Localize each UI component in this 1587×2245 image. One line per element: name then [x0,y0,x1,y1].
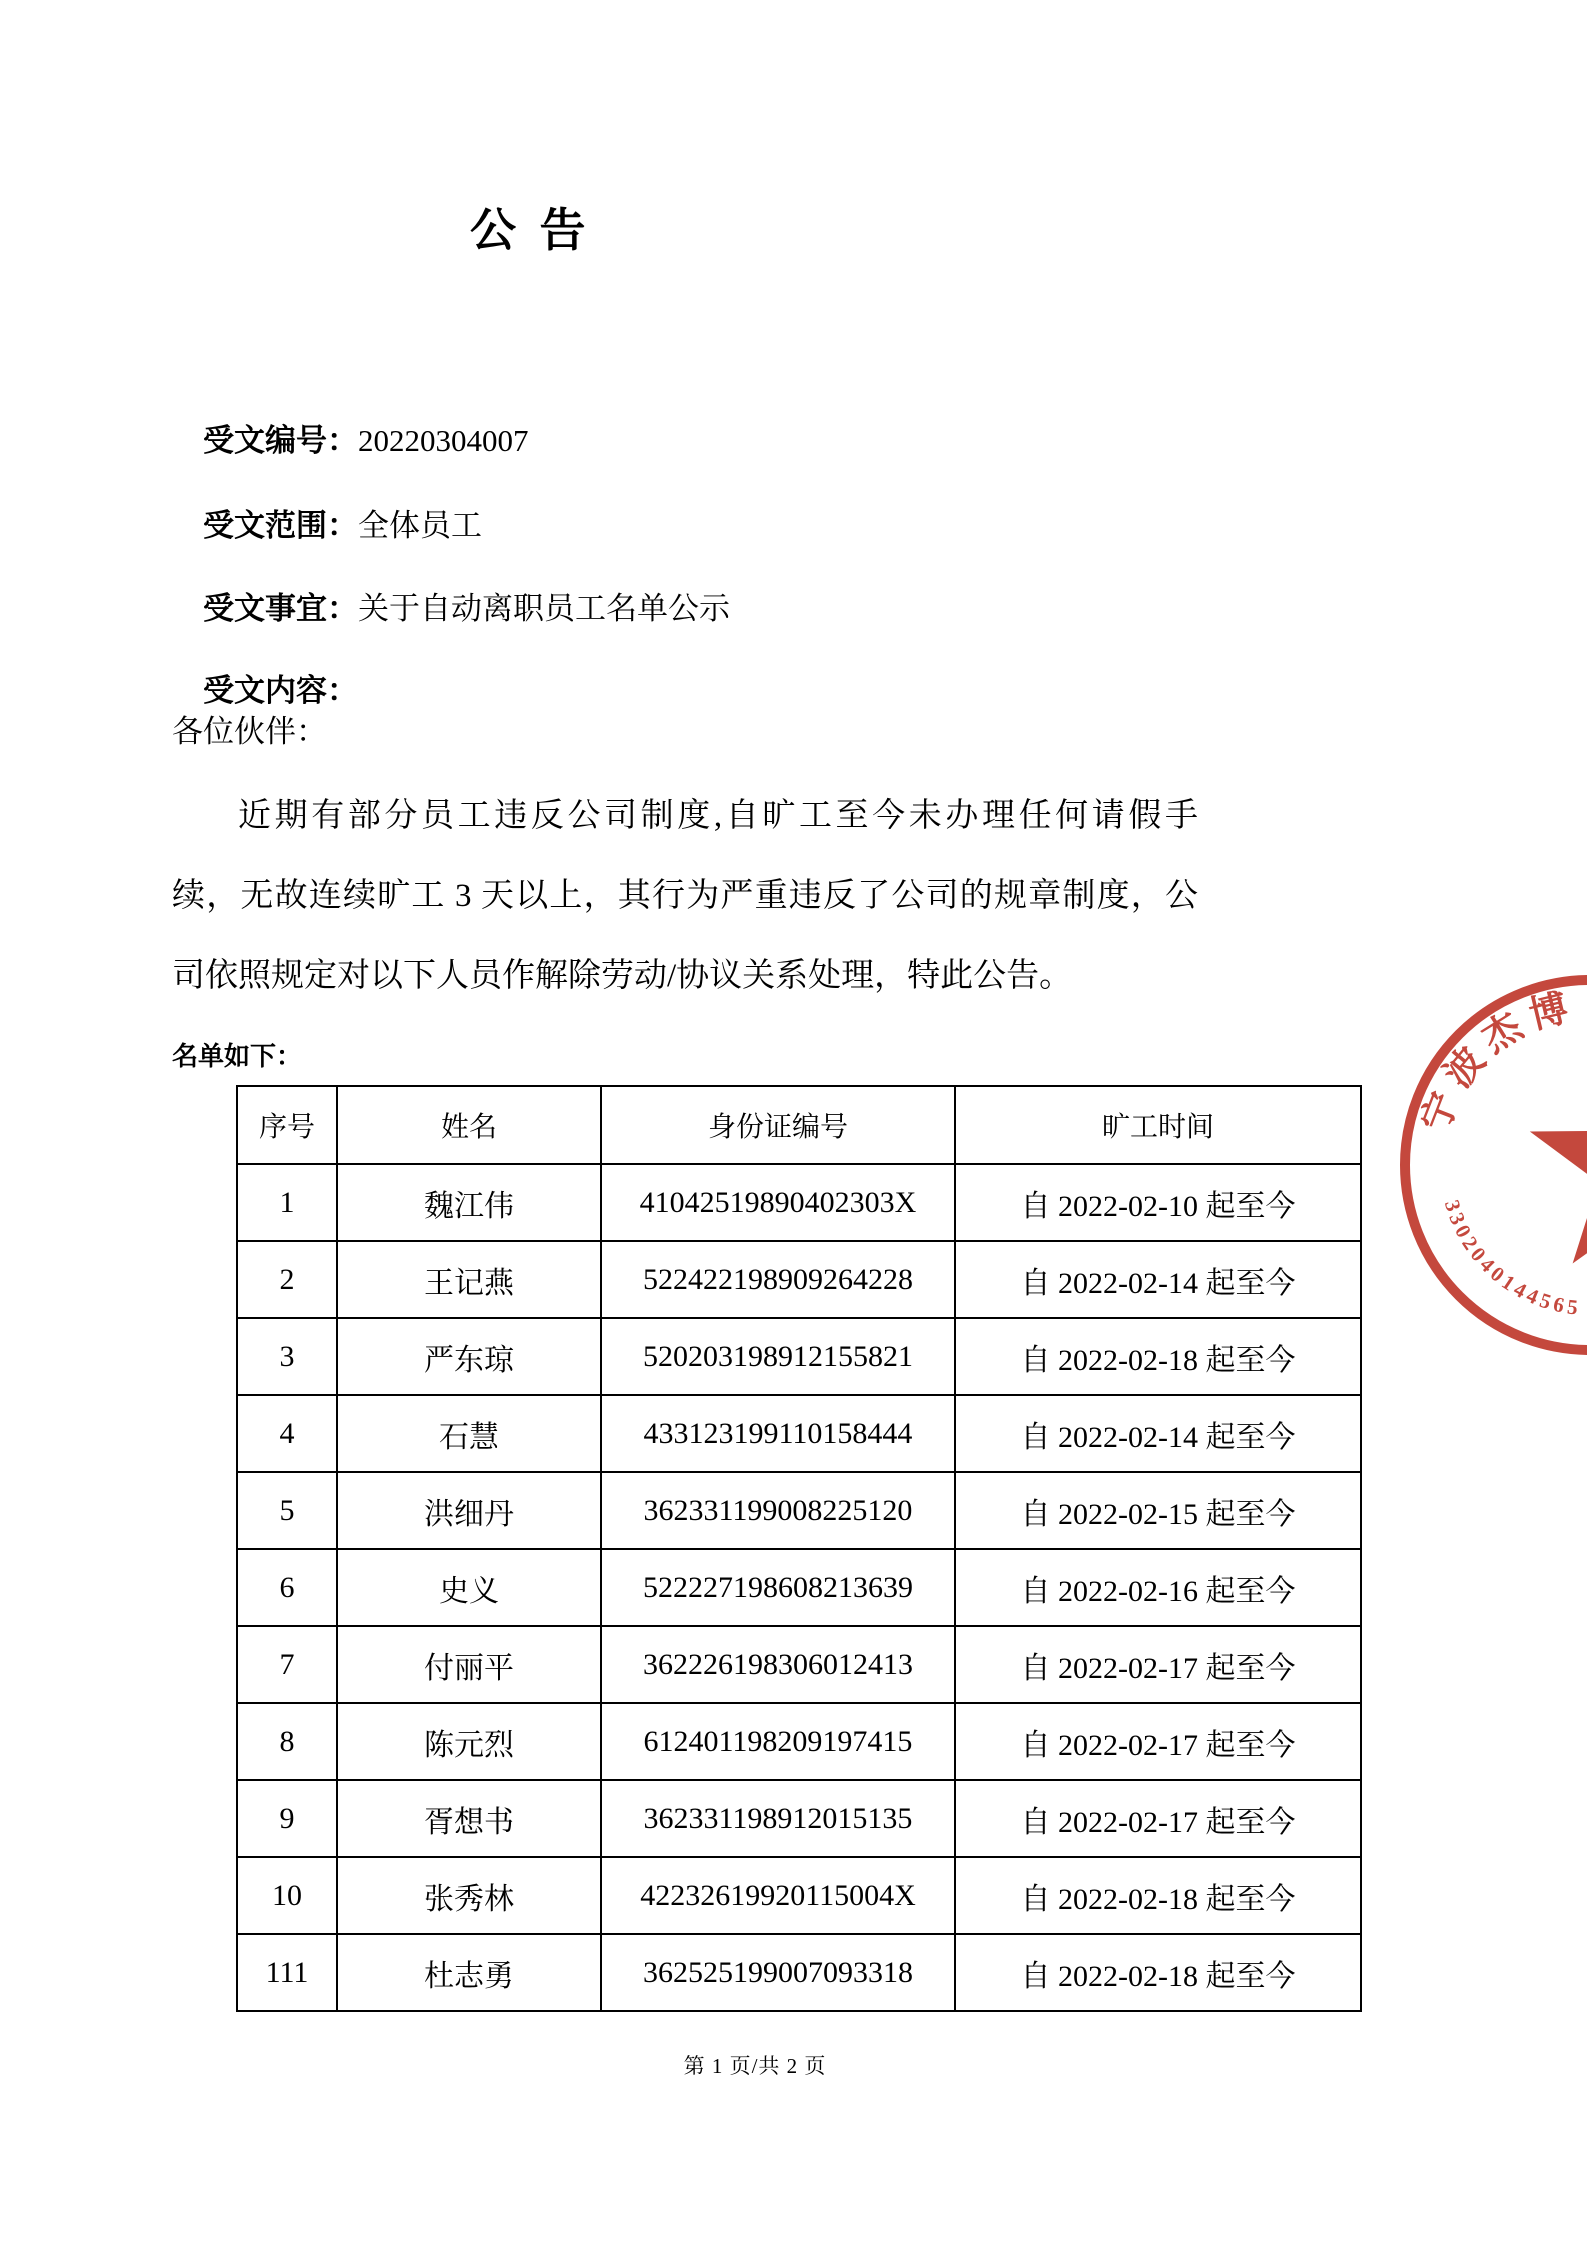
roster-table-wrap [236,1085,1362,2012]
cell-no: 6 [237,1549,337,1626]
table-header-row [237,1086,1361,1164]
cell-period: 自 2022-02-15 起至今 [955,1472,1361,1549]
table-row [237,1241,1361,1318]
cell-id: 522227198608213639 [601,1549,955,1626]
cell-name: 严东琼 [337,1318,601,1395]
cell-no: 8 [237,1703,337,1780]
field-doc-number-value: 20220304007 [358,423,529,458]
salutation: 各位伙伴： [172,714,327,749]
cell-id: 42232619920115004X [601,1857,955,1934]
table-row [237,1164,1361,1241]
cell-period: 自 2022-02-16 起至今 [955,1549,1361,1626]
field-subject-value: 关于自动离职员工名单公示 [358,591,730,626]
field-scope-value: 全体员工 [358,508,482,543]
table-row [237,1703,1361,1780]
cell-no: 111 [237,1934,337,2011]
cell-id: 522422198909264228 [601,1241,955,1318]
cell-no: 9 [237,1780,337,1857]
cell-period: 自 2022-02-17 起至今 [955,1626,1361,1703]
cell-id: 520203198912155821 [601,1318,955,1395]
cell-period: 自 2022-02-17 起至今 [955,1780,1361,1857]
roster-table [236,1085,1362,2012]
cell-id: 362331199008225120 [601,1472,955,1549]
cell-period: 自 2022-02-18 起至今 [955,1934,1361,2011]
cell-name: 付丽平 [337,1626,601,1703]
field-doc-number-label: 受文编号： [203,423,358,458]
cell-name: 魏江伟 [337,1164,601,1241]
cell-id: 612401198209197415 [601,1703,955,1780]
cell-name: 王记燕 [337,1241,601,1318]
body-line-2: 续，无故连续旷工 3 天以上，其行为严重违反了公司的规章制度，公 [172,878,1198,914]
stamp-number-text: 3302040144565 [1439,1196,1583,1320]
header-id: 身份证编号 [601,1086,955,1164]
cell-name: 洪细丹 [337,1472,601,1549]
cell-period: 自 2022-02-17 起至今 [955,1703,1361,1780]
cell-no: 4 [237,1395,337,1472]
cell-period: 自 2022-02-10 起至今 [955,1164,1361,1241]
body-line-3: 司依照规定对以下人员作解除劳动/协议关系处理，特此公告。 [172,958,1073,994]
cell-no: 5 [237,1472,337,1549]
table-row [237,1318,1361,1395]
cell-id: 41042519890402303X [601,1164,955,1241]
table-row [237,1472,1361,1549]
cell-period: 自 2022-02-14 起至今 [955,1241,1361,1318]
cell-no: 7 [237,1626,337,1703]
table-row [237,1857,1361,1934]
stamp-star-icon [1530,1050,1587,1264]
cell-name: 史义 [337,1549,601,1626]
header-name: 姓名 [337,1086,601,1164]
roster-table-body [237,1164,1361,2011]
stamp-company-text: 宁波杰博 [1414,985,1581,1138]
table-row [237,1549,1361,1626]
table-row [237,1626,1361,1703]
cell-period: 自 2022-02-18 起至今 [955,1318,1361,1395]
table-row [237,1934,1361,2011]
table-row [237,1395,1361,1472]
cell-no: 10 [237,1857,337,1934]
header-period: 旷工时间 [955,1086,1361,1164]
page-footer: 第 1 页/共 2 页 [683,2054,827,2078]
cell-no: 1 [237,1164,337,1241]
cell-name: 杜志勇 [337,1934,601,2011]
cell-period: 自 2022-02-14 起至今 [955,1395,1361,1472]
cell-name: 陈元烈 [337,1703,601,1780]
company-stamp [1380,955,1587,1365]
cell-id: 362525199007093318 [601,1934,955,2011]
list-label: 名单如下： [172,1042,303,1071]
header-no: 序号 [237,1086,337,1164]
cell-name: 石慧 [337,1395,601,1472]
page-title: 公 告 [470,205,592,256]
field-scope-label: 受文范围： [203,508,358,543]
cell-period: 自 2022-02-18 起至今 [955,1857,1361,1934]
cell-id: 362331198912015135 [601,1780,955,1857]
cell-id: 362226198306012413 [601,1626,955,1703]
cell-name: 胥想书 [337,1780,601,1857]
field-content-label: 受文内容： [203,673,358,708]
cell-id: 433123199110158444 [601,1395,955,1472]
cell-no: 2 [237,1241,337,1318]
cell-name: 张秀林 [337,1857,601,1934]
body-line-1: 近期有部分员工违反公司制度,自旷工至今未办理任何请假手 [238,798,1198,834]
table-row [237,1780,1361,1857]
cell-no: 3 [237,1318,337,1395]
field-subject-label: 受文事宜： [203,591,358,626]
